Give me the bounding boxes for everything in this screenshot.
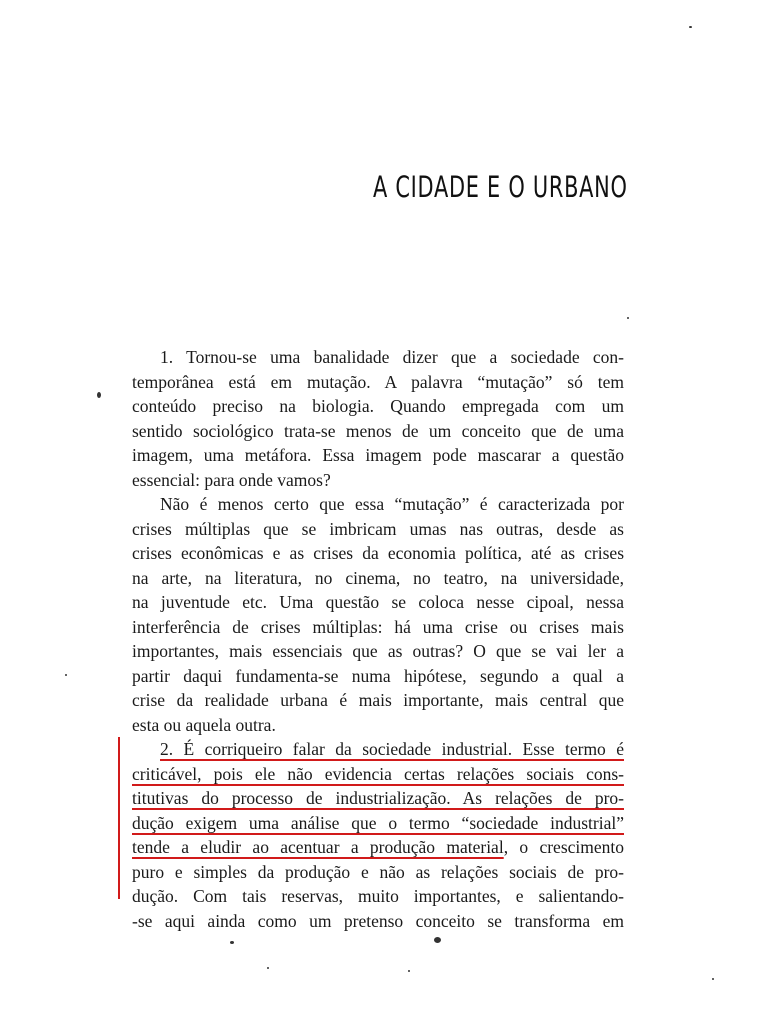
scan-speck [434,937,441,943]
margin-annotation-bar [118,737,120,899]
text-line [132,835,624,860]
scan-speck [65,674,67,676]
text-line: crise da realidade urbana é mais importante, mais central que [132,690,624,710]
text-line [132,811,624,836]
chapter-title: A CIDADE E O URBANO [373,170,628,204]
text-line [132,786,624,811]
scan-speck [627,317,629,319]
underlined-text: titutivas do processo de industrialização. As relações de pro- [132,788,624,808]
text-line: esta ou aquela outra. [132,714,276,735]
text-line: sentido sociológico trata-se menos de um conceito que de uma [132,420,624,441]
text-line: puro e simples da produção e não as relações sociais de pro- [132,861,624,882]
scan-speck [230,941,234,944]
text-line: dução. Com tais reservas, muito importantes, e salientando- [132,886,624,906]
text-line: partir daqui fundamenta-se numa hipótese, segundo a qual a [132,665,624,686]
text-line: essencial: para onde vamos? [132,469,331,490]
text-line: crises econômicas e as crises da economia política, até as crises [132,543,624,563]
text-line: 1. Tornou-se uma banalidade dizer que a sociedade con- [160,347,624,367]
text-fragment: , o crescimento [503,837,625,857]
text-line: imagem, uma metáfora. Essa imagem pode mascarar a questão [132,445,624,465]
text-line [132,737,624,762]
underlined-text: dução exigem uma análise que o termo “sociedade industrial” [132,812,624,833]
scan-speck [97,392,101,398]
text-line: interferência de crises múltiplas: há uma crise ou crises mais [132,616,624,637]
body-text [132,345,624,933]
text-line: importantes, mais essenciais que as outras? O que se vai ler a [132,641,624,661]
underlined-text: criticável, pois ele não evidencia certas relações sociais cons- [132,763,624,784]
text-line: na arte, na literatura, no cinema, no teatro, na universidade, [132,567,624,588]
text-line [132,762,624,787]
scan-speck [712,978,714,980]
text-line: temporânea está em mutação. A palavra “mutação” só tem [132,371,624,392]
text-line: conteúdo preciso na biologia. Quando empregada com um [132,396,624,416]
underlined-text: tende a eludir ao acentuar a produção material [132,837,504,857]
scan-speck [689,26,692,28]
text-line: -se aqui ainda como um pretenso conceito se transforma em [132,910,624,931]
scan-speck [408,970,410,972]
underlined-text: 2. É corriqueiro falar da sociedade industrial. Esse termo é [160,739,624,759]
text-line: Não é menos certo que essa “mutação” é caracterizada por [160,494,624,514]
scan-speck [267,967,269,969]
text-line: crises múltiplas que se imbricam umas nas outras, desde as [132,518,624,539]
text-line: na juventude etc. Uma questão se coloca nesse cipoal, nessa [132,592,624,612]
